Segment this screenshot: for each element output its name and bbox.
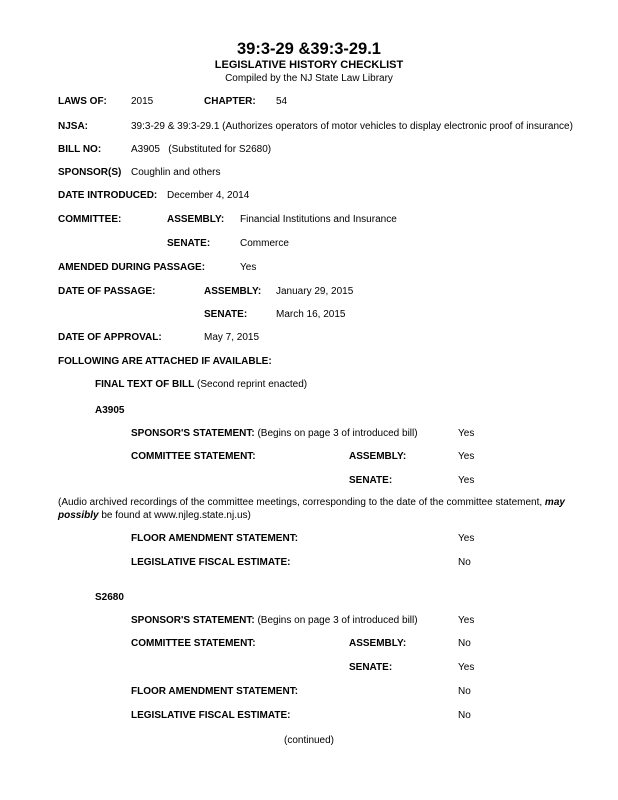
final-text-note: (Second reprint enacted) <box>194 379 308 390</box>
committee-assembly-value: Financial Institutions and Insurance <box>240 214 397 225</box>
chapter-label: CHAPTER: <box>204 96 256 107</box>
s2680-assembly-value: No <box>458 638 471 649</box>
s2680-sponsor-value: Yes <box>458 615 475 626</box>
date-of-approval-value: May 7, 2015 <box>204 332 260 343</box>
committee-senate-label: SENATE: <box>167 238 211 249</box>
a3905-fiscal-value: No <box>458 557 471 568</box>
passage-assembly-value: January 29, 2015 <box>276 286 354 297</box>
audio-archive-note <box>58 497 603 522</box>
laws-of-value: 2015 <box>131 96 154 107</box>
a3905-heading: A3905 <box>95 405 125 416</box>
a3905-senate-label: SENATE: <box>349 475 393 486</box>
amended-label: AMENDED DURING PASSAGE: <box>58 262 206 273</box>
passage-assembly-label: ASSEMBLY: <box>204 286 262 297</box>
a3905-floor-value: Yes <box>458 533 475 544</box>
s2680-senate-value: Yes <box>458 662 475 673</box>
bill-no-label: BILL NO: <box>58 144 102 155</box>
chapter-value: 54 <box>276 96 288 107</box>
njsa-value: 39:3-29 & 39:3-29.1 (Authorizes operators of motor vehicles to display electronic proof of insurance) <box>131 121 573 132</box>
audio-note-text-2: be found at www.njleg.state.nj.us) <box>98 509 251 521</box>
passage-senate-label: SENATE: <box>204 309 248 320</box>
s2680-senate-label: SENATE: <box>349 662 393 673</box>
s2680-heading: S2680 <box>95 592 124 603</box>
a3905-assembly-value: Yes <box>458 451 475 462</box>
amended-value: Yes <box>240 262 257 273</box>
sponsors-value: Coughlin and others <box>131 167 221 178</box>
a3905-committee-label: COMMITTEE STATEMENT: <box>131 451 256 462</box>
date-of-passage-label: DATE OF PASSAGE: <box>58 286 156 297</box>
njsa-label: NJSA: <box>58 121 89 132</box>
sponsors-label: SPONSOR(S) <box>58 167 122 178</box>
audio-note-text-1: (Audio archived recordings of the committee meetings, corresponding to the date of the committee statement, <box>58 497 545 508</box>
date-introduced-label: DATE INTRODUCED: <box>58 190 158 201</box>
s2680-committee-label: COMMITTEE STATEMENT: <box>131 638 256 649</box>
s2680-sponsor-label: SPONSOR'S STATEMENT: <box>131 615 255 626</box>
laws-of-label: LAWS OF: <box>58 96 107 107</box>
s2680-floor-label: FLOOR AMENDMENT STATEMENT: <box>131 686 299 697</box>
date-introduced-value: December 4, 2014 <box>167 190 250 201</box>
final-text-line <box>95 379 307 391</box>
s2680-sponsor-line <box>131 615 418 627</box>
continued-note: (continued) <box>283 735 335 746</box>
a3905-sponsor-value: Yes <box>458 428 475 439</box>
audio-note-emphasis: may possibly <box>58 497 565 521</box>
s2680-assembly-label: ASSEMBLY: <box>349 638 407 649</box>
final-text-label: FINAL TEXT OF BILL <box>95 379 195 390</box>
compiled-by: Compiled by the NJ State Law Library <box>225 73 393 84</box>
a3905-sponsor-label: SPONSOR'S STATEMENT: <box>131 428 255 439</box>
date-of-approval-label: DATE OF APPROVAL: <box>58 332 162 343</box>
a3905-floor-label: FLOOR AMENDMENT STATEMENT: <box>131 533 299 544</box>
a3905-sponsor-note: (Begins on page 3 of introduced bill) <box>254 428 418 439</box>
passage-senate-value: March 16, 2015 <box>276 309 346 320</box>
committee-assembly-label: ASSEMBLY: <box>167 214 225 225</box>
s2680-fiscal-label: LEGISLATIVE FISCAL ESTIMATE: <box>131 710 291 721</box>
committee-label: COMMITTEE: <box>58 214 122 225</box>
s2680-fiscal-value: No <box>458 710 471 721</box>
page-title: 39:3-29 &39:3-29.1 <box>236 40 381 58</box>
a3905-sponsor-line <box>131 428 418 440</box>
committee-senate-value: Commerce <box>240 238 289 249</box>
s2680-floor-value: No <box>458 686 471 697</box>
attached-heading: FOLLOWING ARE ATTACHED IF AVAILABLE: <box>58 356 272 367</box>
bill-no-value: A3905 (Substituted for S2680) <box>131 144 272 155</box>
s2680-sponsor-note: (Begins on page 3 of introduced bill) <box>254 615 418 626</box>
a3905-fiscal-label: LEGISLATIVE FISCAL ESTIMATE: <box>131 557 291 568</box>
a3905-assembly-label: ASSEMBLY: <box>349 451 407 462</box>
a3905-senate-value: Yes <box>458 475 475 486</box>
page-subtitle: LEGISLATIVE HISTORY CHECKLIST <box>214 59 404 71</box>
